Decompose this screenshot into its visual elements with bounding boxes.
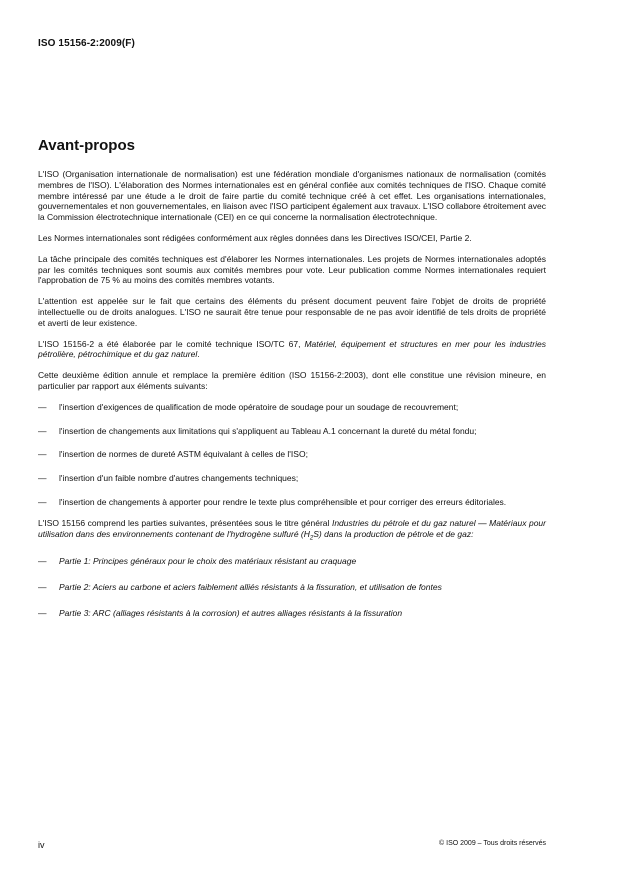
- parts-list: [38, 556, 546, 618]
- committee-title: Matériel, équipement et structures en mer pour les industries pétrolière, pétrochimique et du gaz naturel: [38, 338, 546, 360]
- list-item: — l'insertion d'un faible nombre d'autres changements techniques;: [38, 473, 299, 484]
- paragraph-edition: Cette deuxième édition annule et remplace la première édition (ISO 15156-2:2003), dont elle constitue une révision mineure, en particulier par rapport aux éléments suivants:: [38, 370, 546, 391]
- list-item: — Partie 1: Principes généraux pour le choix des matériaux résistant au craquage: [38, 556, 357, 567]
- page-title: Avant-propos: [38, 137, 135, 154]
- paragraph-directives: Les Normes internationales sont rédigées conformément aux règles données dans les Directives ISO/CEI, Partie 2.: [38, 232, 472, 243]
- page-number: iv: [38, 840, 45, 850]
- list-item: — l'insertion de changements aux limitations qui s'appliquent au Tableau A.1 concernant la dureté du métal fondu;: [38, 425, 477, 436]
- prepared-by-text: L'ISO 15156-2 a été élaborée par le comité technique ISO/TC 67,: [38, 338, 305, 349]
- dash-bullet: —: [38, 556, 47, 567]
- dash-bullet: —: [38, 473, 47, 484]
- paragraph-iso-intro: L'ISO (Organisation internationale de normalisation) est une fédération mondiale d'organismes nationaux de normalisation (comités membres de l'ISO). L'élaboration des Normes internationales est en général confiée aux comités techniques de l'ISO. Chaque comité membre intéressé par une étude a le droit de faire partie du comité technique créé à cet effet. Les organisations internationales, gouvernementales et non gouvernementales, en liaison avec l'ISO participent également aux travaux. L'ISO collabore étroitement avec la Commission électrotechnique internationale (CEI) en ce qui concerne la normalisation électrotechnique.: [38, 169, 546, 223]
- list-item: — l'insertion de normes de dureté ASTM équivalant à celles de l'ISO;: [38, 449, 308, 460]
- document-id: ISO 15156-2:2009(F): [38, 38, 135, 49]
- dash-bullet: —: [38, 449, 47, 460]
- list-item: — l'insertion d'exigences de qualification de mode opératoire de soudage pour un soudage de recouvrement;: [38, 401, 459, 412]
- paragraph-parts-intro: L'ISO 15156 comprend les parties suivantes, présentées sous le titre général Industries du pétrole et du gaz naturel — Matériaux pour utilisation dans des environnements contenant de l'hydrogène sulfuré $(H_2S)$ dans la production de pétrole et de gaz:: [38, 517, 546, 542]
- paragraph-technical-committees: La tâche principale des comités techniques est d'élaborer les Normes internationales. Les projets de Normes internationales adoptés par les comités techniques sont soumis aux comités membres pour vote. Leur publication comme Normes internationales requiert l'approbation de 75 % au moins des comités membres votants.: [38, 253, 546, 286]
- list-item: — l'insertion de changements à apporter pour rendre le texte plus compréhensible et pour corriger des erreurs éditoriales.: [38, 496, 507, 507]
- dash-bullet: —: [38, 607, 47, 618]
- paragraph-patent-rights: L'attention est appelée sur le fait que certains des éléments du présent document peuvent faire l'objet de droits de propriété intellectuelle ou de droits analogues. L'ISO ne saurait être tenue pour responsable de ne pas avoir identifié de tels droits de propriété et averti de leur existence.: [38, 296, 546, 328]
- list-item: — Partie 3: ARC (alliages résistants à la corrosion) et autres alliages résistants à la fissuration: [38, 607, 403, 618]
- dash-bullet: —: [38, 401, 47, 412]
- changes-list: [38, 402, 546, 508]
- list-item: — Partie 2: Aciers au carbone et aciers faiblement alliés résistants à la fissuration, et utilisation de fontes: [38, 581, 442, 592]
- foreword-body: [38, 169, 546, 631]
- dash-bullet: —: [38, 496, 47, 507]
- prepared-by-end: .: [197, 349, 200, 360]
- paragraph-prepared-by: [38, 339, 546, 361]
- dash-bullet: —: [38, 425, 47, 436]
- copyright-notice: © ISO 2009 – Tous droits réservés: [439, 840, 546, 847]
- dash-bullet: —: [38, 581, 47, 592]
- series-title: Industries du pétrole et du gaz naturel — Matériaux pour utilisation dans des environnements contenant de l'hydrogène sulfuré $(H_2S)$ dans la production de pétrole et de gaz:: [38, 517, 546, 542]
